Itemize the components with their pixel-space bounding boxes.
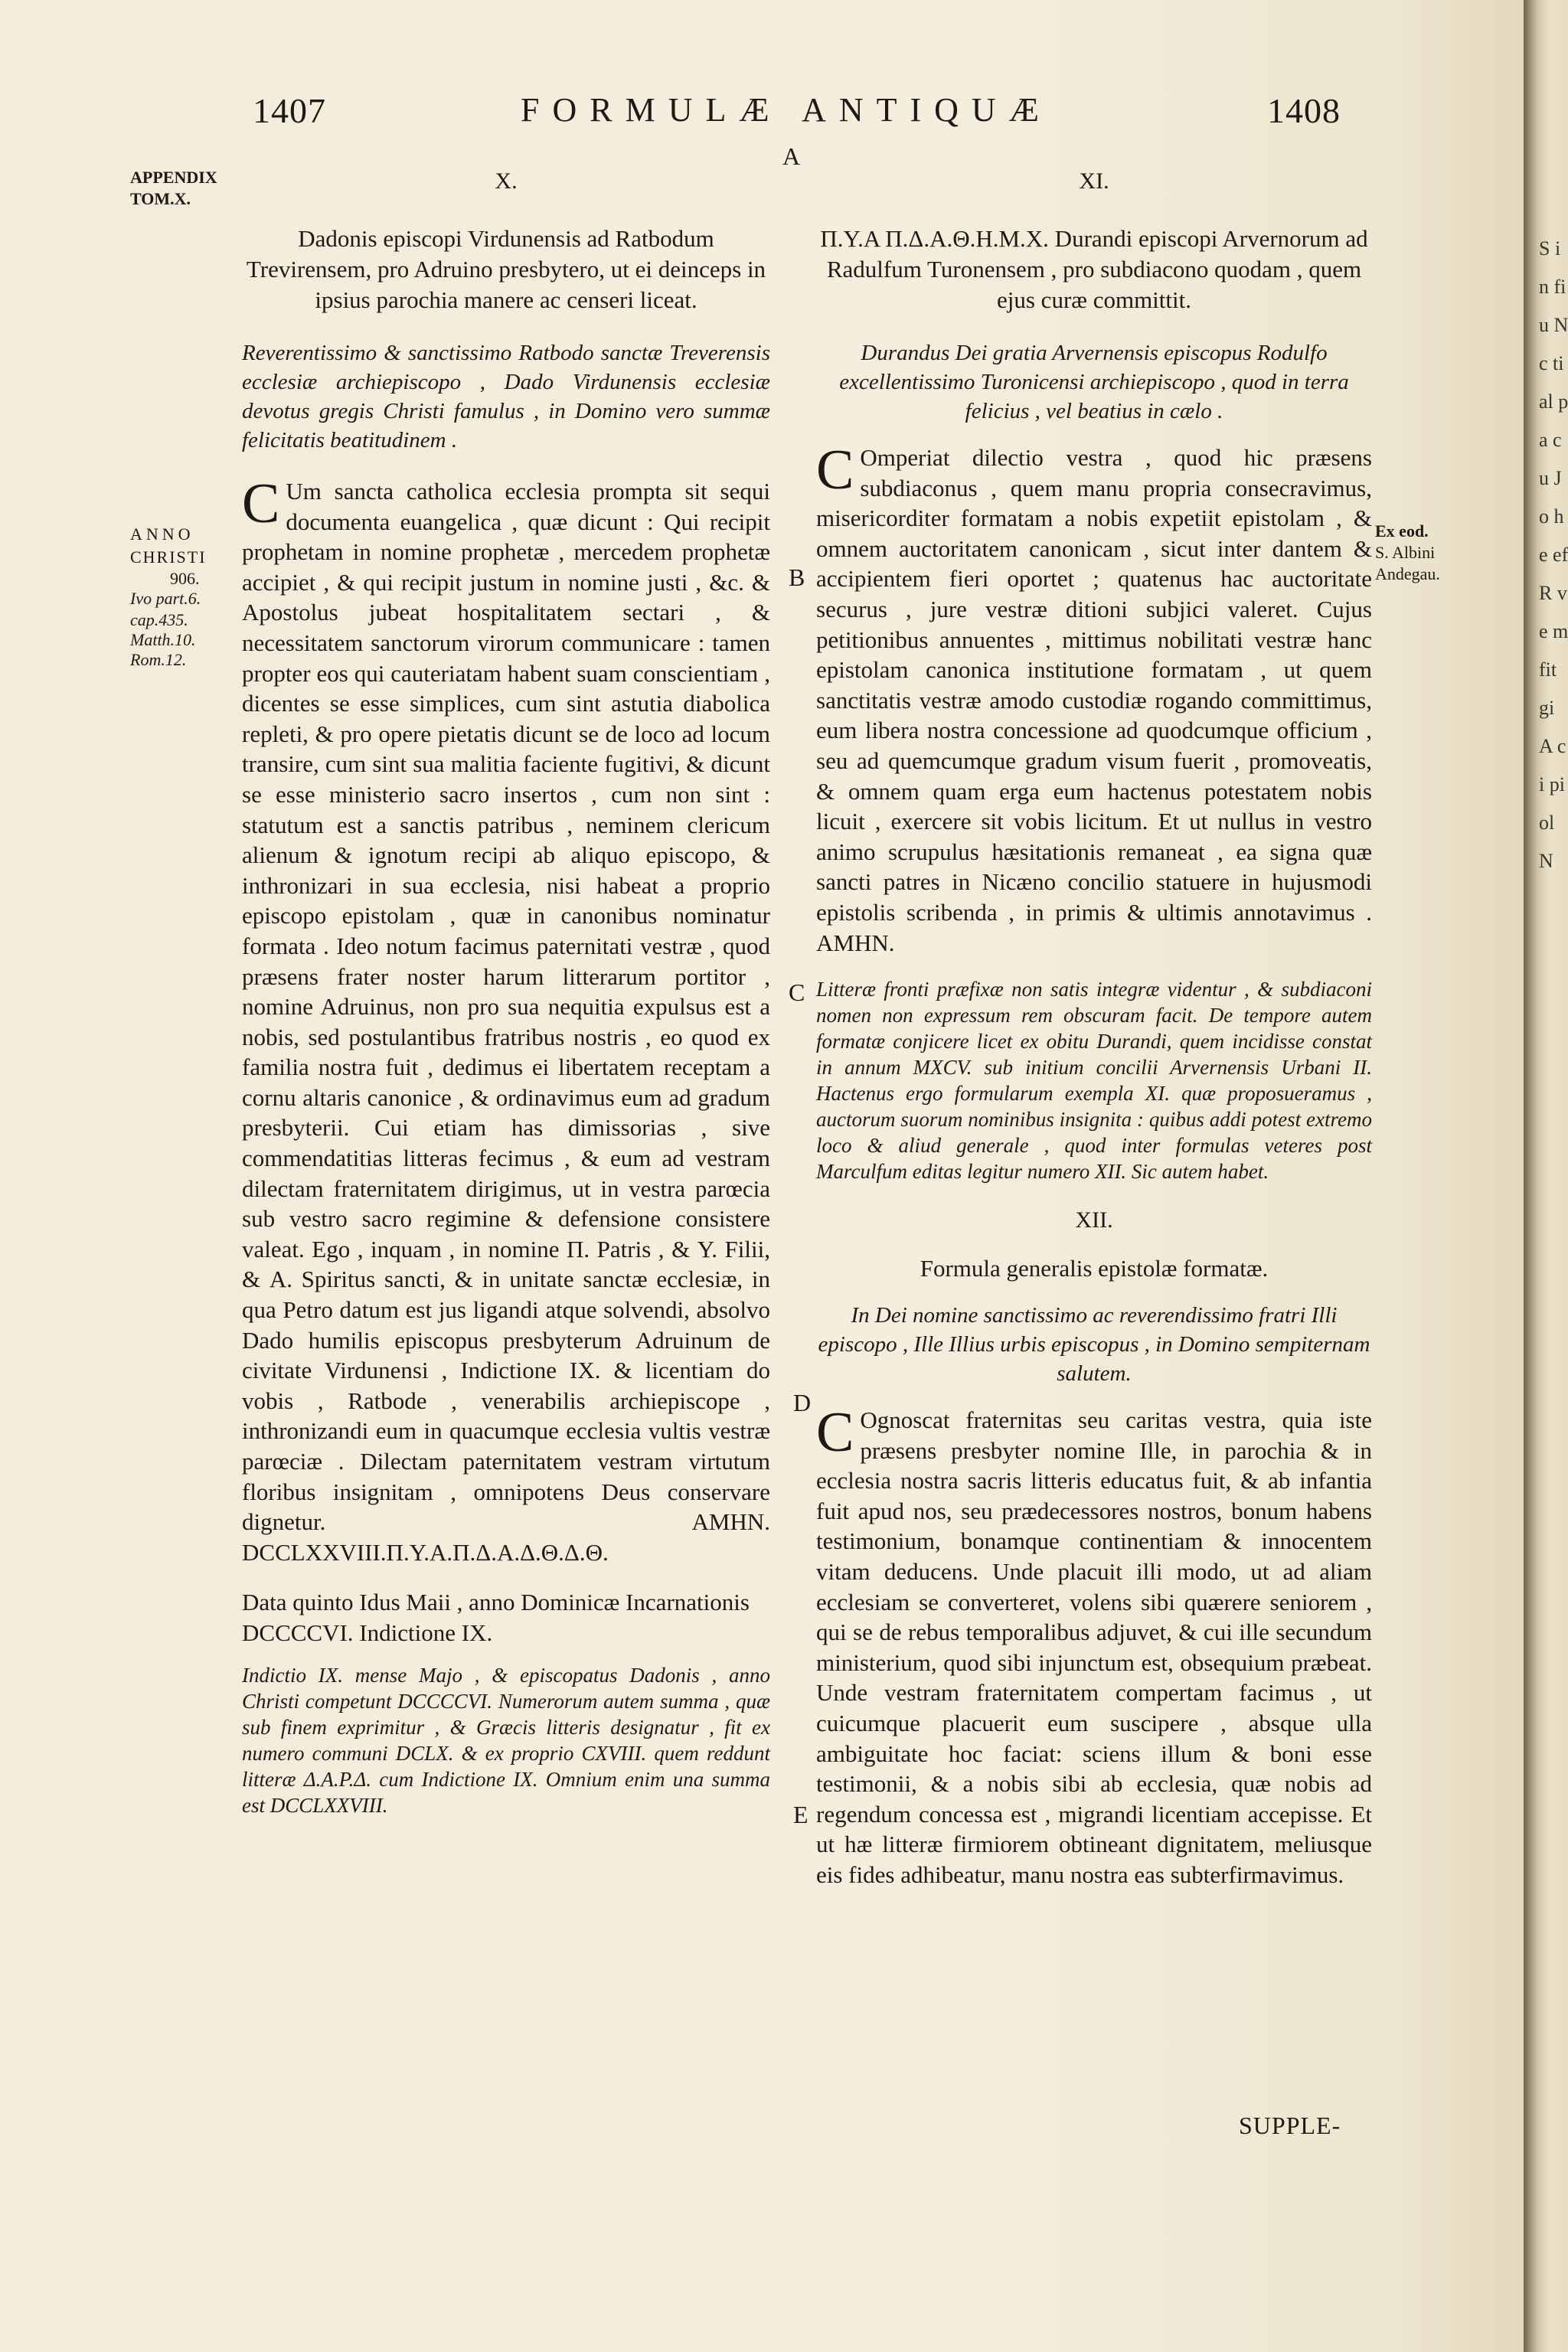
letter-text-xi: Omperiat dilectio vestra , quod hic præsens subdiaconus , quem manu propria consecravimus, misericorditer formatam a nobis expetiit epistolam , & omnem auctoritatem canonicam , sicut inter dantem & accipientem fieri oportet ; quatenus hac auctoritate securus , jure vestræ ditioni subjici valeret. Cujus petitionibus annuentes , mittimus nobilitati vestræ hanc epistolam canonica institutione formatam , ut quem sanctitatis vestræ amodo custodiæ rogando committimus, eum libera nostra concessione ad quodcumque officium , seu ad quemcumque gradum visum fuerit , promoveatis, & omnem quam erga eum hactenus potestatem nobis licuit , exercere sit vobis licitum. Et ut nullus in vestro animo scrupulus hæsitationis remaneat , ea signa quæ sancti patres in Nicæno concilio statuere in hujusmodi epistolis scribenda , in primis & ultimis annotavimus . AMHN. xyxy=(816,444,1372,956)
drop-cap: C xyxy=(816,439,854,501)
section-letter-d: D xyxy=(793,1389,812,1416)
page-number-right: 1408 xyxy=(1267,91,1341,130)
running-title: FORMULÆ ANTIQUÆ xyxy=(521,91,1052,129)
margin-anno: ANNO xyxy=(130,524,194,544)
date-line-x: Data quinto Idus Maii , anno Dominicæ Incarnationis DCCCCVI. Indictione IX. xyxy=(242,1589,750,1647)
margin-albini: S. Albini xyxy=(1375,543,1436,562)
margin-appendix: APPENDIX xyxy=(130,168,217,187)
margin-year: 906. xyxy=(170,569,200,588)
margin-tome: TOM.X. xyxy=(130,189,191,208)
section-letter-c: C xyxy=(789,978,805,1006)
salutation-x: Reverentissimo & sanctissimo Ratbodo sanctæ Treverensis ecclesiæ archiepiscopo , Dado Virdunensis ecclesiæ devotus gregis Christi famulus , in Domino vero summæ felicitatis beatitudinem . xyxy=(242,341,770,452)
margin-andegav: Andegau. xyxy=(1375,564,1440,583)
letter-text-xii: Ognoscat fraternitas seu caritas vestra, quia iste præsens presbyter nomine Ille, in parochia & in ecclesia nostra sacris litteris educatus fuit, & ab infantia fuit apud nos, seu prædecessores nostros, bonum habens testimonium, bonamque continentiam & innocentem vitam deducens. Unde placuit illi modo, ut ad aliam ecclesiam se converteret, volens sibi quærere seniorem , qui se de rebus temporalibus adjuvet, & cui ille secundum ministerium, quod sibi injunctum est, obsequium præbeat. Unde vestram fraternitatem compertam facimus , ut cuicumque placuerit eum suscipere , absque ulla ambiguitate hoc faciat: sciens illum & boni esse testimonii, & a nobis sibi ab ecclesia, quæ nobis ad regendum concessa est , migrandi licentiam accepisse. Et ut hæ litteræ firmiorem obtineant dignitatem, meliusque eis fides adhibeatur, manu nostra eas subterfirmavimus. xyxy=(816,1406,1372,1888)
left-column xyxy=(242,168,770,1818)
adjacent-page-edge xyxy=(1524,0,1568,2352)
page-number-left: 1407 xyxy=(253,91,326,130)
letter-heading-xii: Formula generalis epistolæ formatæ. xyxy=(920,1255,1269,1282)
section-number-xii: XII. xyxy=(1075,1207,1113,1233)
editor-note-xi: Litteræ fronti præfixæ non satis integræ videntur , & subdiaconi nomen non expressum rem obscuram facit. De tempore autem formatæ conjicere licet ex obitu Durandi, quem incidisse constat in annum MXCV. sub initium concilii Arvernensis Urbani II. Hactenus ergo formularum exempla XI. quæ proposueramus , auctorum suorum nominibus insignita : quibus addi potest extremo loco & aliud generale , quod inter formulas veteres post Marculfum editas legitur numero XII. Sic autem habet. xyxy=(816,978,1372,1184)
drop-cap: C xyxy=(816,1401,854,1465)
section-number-xi: XI. xyxy=(1079,168,1109,194)
section-letter-a: A xyxy=(782,142,801,170)
right-column xyxy=(816,168,1372,1890)
section-number-x: X. xyxy=(495,168,518,194)
margin-christi: CHRISTI xyxy=(130,547,207,567)
catchword: SUPPLE- xyxy=(1239,2112,1341,2139)
letter-body-xii xyxy=(816,1401,1372,1890)
salutation-xi: Durandus Dei gratia Arvernensis episcopus Rodulfo excellentissimo Turonicensi archiepiscopo , quod in terra felicius , vel beatius in cælo . xyxy=(839,341,1349,423)
margin-matth: Matth.10. xyxy=(130,630,196,649)
adjacent-page-text: S in fi u N c ti al pa cu Jo he ef R ve m fit gi A ci pi ol N xyxy=(1539,237,1568,872)
letter-body-xi xyxy=(816,439,1372,958)
margin-rom: Rom.12. xyxy=(130,650,187,669)
editor-note-x: Indictio IX. mense Majo , & episcopatus Dadonis , anno Christi competunt DCCCCVI. Numerorum autem summa , quæ sub finem exprimitur , & Græcis litteris designatur , fit ex numero communi DCLX. & ex proprio CXVIII. quem reddunt litteræ Δ.Α.Ρ.Δ. cum Indictione IX. Omnium enim una summa est DCCLXXVIII. xyxy=(242,1664,770,1818)
margin-cap: cap.435. xyxy=(130,610,188,629)
letter-text-x: Um sancta catholica ecclesia prompta sit sequi documenta euangelica , quæ dicunt : Qui recipit prophetam in nomine prophetæ , mercedem prophetæ accipiet , & qui recipit justum in nomine justi , &c. & Apostolus jubeat hospitalitatem sectari , & necessitatem sanctorum virorum communicare : tamen propter eos qui cauteriatam habent suam conscientiam , dicentes se esse simplices, cum sint astutia diabolica repleti, & pro opere pietatis dicunt se de loco ad locum transire, cum sint sua malitia faciente fugitivi, & dicunt se esse ministerio sacro insertos , cum non sint : statutum est a sanctis patribus , neminem clericum alienum & ignotum recipi ab aliquo episcopo, & inthronizari in sua ecclesia, nisi habeat a proprio episcopo epistolam , quæ in canonibus nominatur formata . Ideo notum facimus paternitati vestræ , quod præsens frater noster harum litterarum portitor , nomine Adruinus, non pro sua nequitia expulsus est a nobis, sed postulantibus fratribus nostris , eo quod ex familia nostra fuit , dedimus ei libertatem receptam a cornu altaris canonice , & ordinavimus eum ad gradum presbyterii. Cui etiam has dimissorias , sive commendatitias litteras fecimus , & eum ad vestram dilectam fraternitatem dirigimus, ut in vestra parœcia sub vestro sacro regimine & defensione consistere valeat. Ego , inquam , in nomine Π. Patris , & Υ. Filii, & Α. Spiritus sancti, & in unitate sanctæ ecclesiæ, in qua Petro datum est jus ligandi atque solvendi, absolvo Dado humilis episcopus presbyterum Adruinum de civitate Virdunensi , Indictione IX. & licentiam do vobis , Ratbode , venerabilis archiepiscope , inthronizandi eum in quacumque ecclesia vultis vestræ parœciæ . Dilectam paternitatem vestram virtutum floribus insignitam , omnipotens Deus conservare dignetur. AMHN. DCCLXXVIII.Π.Υ.Α.Π.Δ.Α.Δ.Θ.Δ.Θ. xyxy=(242,478,770,1566)
letter-heading-xi: Π.Υ.Α Π.Δ.Α.Θ.Η.Μ.Χ. Durandi episcopi Arvernorum ad Radulfum Turonensem , pro subdiacono quodam , quem ejus curæ committit. xyxy=(820,225,1368,313)
letter-body-x xyxy=(242,472,770,1567)
drop-cap: C xyxy=(242,472,280,535)
margin-ivo: Ivo part.6. xyxy=(130,589,201,608)
letter-heading-x: Dadonis episcopi Virdunensis ad Ratbodum Trevirensem, pro Adruino presbytero, ut ei deinceps in ipsius parochia manere ac censeri liceat. xyxy=(246,225,766,313)
margin-ex-eod: Ex eod. xyxy=(1375,521,1429,541)
salutation-xii: In Dei nomine sanctissimo ac reverendissimo fratri Illi episcopo , Ille Illius urbis episcopus , in Domino sempiternam salutem. xyxy=(818,1303,1370,1387)
section-letter-b: B xyxy=(789,564,805,591)
section-letter-e: E xyxy=(793,1801,808,1828)
